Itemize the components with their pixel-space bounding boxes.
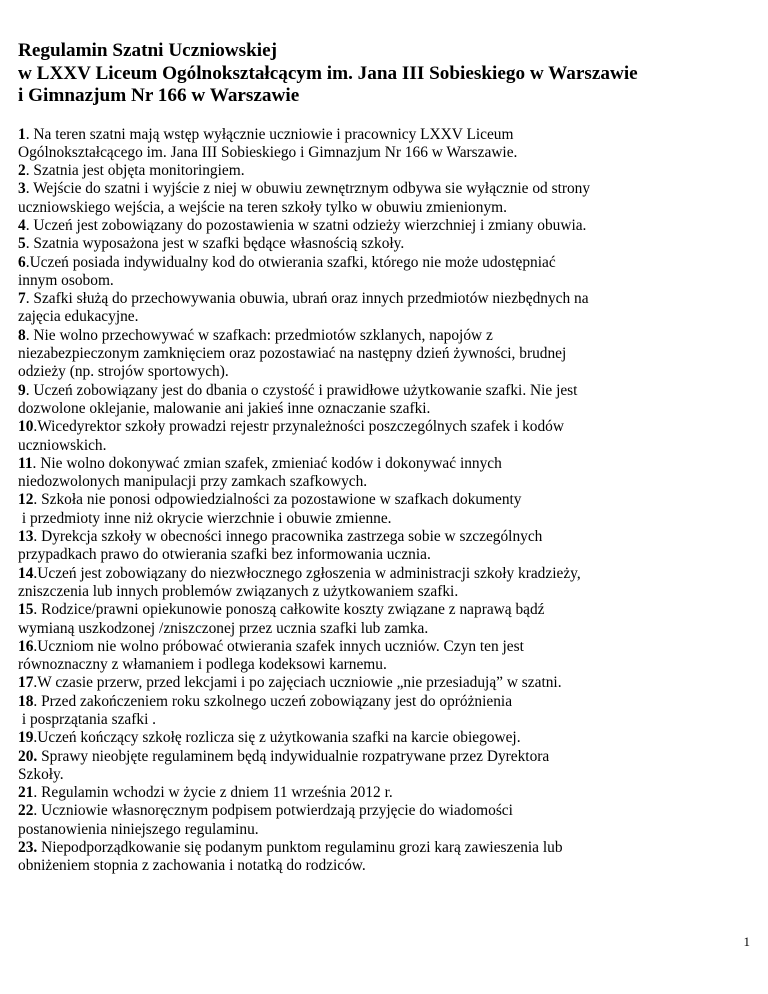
rule-text: W czasie przerw, przed lekcjami i po zajęciach uczniowie „nie przesiadują” w szatni. <box>37 674 562 692</box>
rule-text: zniszczenia lub innych problemów związanych z użytkowaniem szafki. <box>18 582 459 600</box>
rule-line <box>18 217 753 235</box>
rule-number: 1 <box>18 125 26 143</box>
rule-line <box>18 601 753 619</box>
rule-text: niezabezpieczonym zamknięciem oraz pozostawiać na następny dzień żywności, brudnej <box>18 345 567 363</box>
rule-separator: . <box>25 253 30 271</box>
rule-item <box>18 729 753 747</box>
rule-text: równoznaczny z włamaniem i podlega kodeksowi karnemu. <box>18 656 387 674</box>
rule-text: Szkoła nie ponosi odpowiedzialności za pozostawione w szafkach dokumenty <box>41 491 522 509</box>
rule-line <box>18 308 753 326</box>
rule-line <box>18 327 753 345</box>
rule-item <box>18 528 753 565</box>
rule-number: 23. <box>18 839 38 857</box>
rule-item <box>18 802 753 839</box>
rule-line <box>18 162 753 180</box>
title-line: w LXXV Liceum Ogólnokształcącym im. Jana III Sobieskiego w Warszawie <box>18 62 638 84</box>
rule-text: zajęcia edukacyjne. <box>18 308 139 326</box>
rule-line <box>18 620 753 638</box>
rule-text: Wejście do szatni i wyjście z niej w obuwiu zewnętrznym odbywa sie wyłącznie od strony <box>33 180 591 198</box>
rule-separator: . <box>25 216 34 234</box>
rule-item <box>18 235 753 253</box>
rule-line <box>18 437 753 455</box>
rule-line <box>18 802 753 820</box>
rule-number: 20. <box>18 747 38 765</box>
rule-number: 4 <box>18 216 26 234</box>
rule-separator: . <box>25 180 34 198</box>
rule-line <box>18 363 753 381</box>
rule-separator: . <box>33 674 38 692</box>
rule-text: przypadkach prawo do otwierania szafki bez informowania ucznia. <box>18 546 431 564</box>
rule-separator: . <box>25 326 34 344</box>
rule-number: 12 <box>18 491 34 509</box>
rule-number: 3 <box>18 180 26 198</box>
rule-separator: . <box>33 729 38 747</box>
rule-text: odzieży (np. strojów sportowych). <box>18 363 229 381</box>
rule-line <box>18 674 753 692</box>
rule-item <box>18 290 753 327</box>
rule-separator: . <box>25 235 34 253</box>
rule-item <box>18 565 753 602</box>
rule-text: obniżeniem stopnia z zachowania i notatką do rodziców. <box>18 857 366 875</box>
rule-separator: . <box>33 784 42 802</box>
rule-text: uczniowskiego wejścia, a wejście na teren szkoły tylko w obuwiu zmienionym. <box>18 198 507 216</box>
rule-item <box>18 217 753 235</box>
title-line: Regulamin Szatni Uczniowskiej <box>18 40 278 61</box>
rule-line <box>18 382 753 400</box>
rule-text: Na teren szatni mają wstęp wyłącznie uczniowie i pracownicy LXXV Liceum <box>33 125 514 143</box>
rule-text: Sprawy nieobjęte regulaminem będą indywidualnie rozpatrywane przez Dyrektora <box>41 747 550 765</box>
rule-line <box>18 729 753 747</box>
rule-number: 8 <box>18 326 26 344</box>
rule-line <box>18 784 753 802</box>
rule-line <box>18 199 753 217</box>
rule-line <box>18 126 753 144</box>
rule-item <box>18 491 753 528</box>
rule-line <box>18 546 753 564</box>
rule-text: Przed zakończeniem roku szkolnego uczeń zobowiązany jest do opróżnienia <box>41 692 513 710</box>
rule-item <box>18 254 753 291</box>
rule-item <box>18 126 753 163</box>
rule-line <box>18 144 753 162</box>
rule-text: Uczniowie własnoręcznym podpisem potwierdzają przyjęcie do wiadomości <box>41 802 513 820</box>
rule-number: 7 <box>18 290 26 308</box>
rule-number: 17 <box>18 674 34 692</box>
rule-text: Szkoły. <box>18 765 64 783</box>
rule-number: 10 <box>18 418 34 436</box>
rule-separator: . <box>33 601 42 619</box>
rule-line <box>18 272 753 290</box>
rule-text: Uczeń kończący szkołę rozlicza się z użytkowania szafki na karcie obiegowej. <box>37 729 521 747</box>
rule-text: Ogólnokształcącego im. Jana III Sobieskiego i Gimnazjum Nr 166 w Warszawie. <box>18 143 518 161</box>
rule-text: niedozwolonych manipulacji przy zamkach szafkowych. <box>18 473 368 491</box>
rule-line <box>18 491 753 509</box>
rule-line <box>18 638 753 656</box>
document-title <box>18 40 753 108</box>
rule-line <box>18 528 753 546</box>
rule-text: Uczeń jest zobowiązany do niezwłocznego zgłoszenia w administracji szkoły kradzieży, <box>37 564 581 582</box>
rule-number: 16 <box>18 637 34 655</box>
rule-item <box>18 601 753 638</box>
rule-line <box>18 748 753 766</box>
rule-text: postanowienia niniejszego regulaminu. <box>18 820 259 838</box>
rule-number: 2 <box>18 162 26 180</box>
document-page <box>18 40 753 876</box>
rule-line <box>18 235 753 253</box>
rule-line <box>18 711 753 729</box>
rule-number: 19 <box>18 729 34 747</box>
rule-separator: . <box>33 491 42 509</box>
rule-separator: . <box>25 290 34 308</box>
rule-separator: . <box>33 692 42 710</box>
rule-item <box>18 748 753 785</box>
rule-text: i posprzątania szafki . <box>18 711 157 728</box>
rule-text: Nie wolno przechowywać w szafkach: przedmiotów szklanych, napojów z <box>33 326 493 344</box>
rule-text: Uczniom nie wolno próbować otwierania szafek innych uczniów. Czyn ten jest <box>37 637 524 655</box>
rule-text: Nie wolno dokonywać zmian szafek, zmieniać kodów i dokonywać innych <box>40 454 502 472</box>
rule-text: Uczeń zobowiązany jest do dbania o czystość i prawidłowe użytkowanie szafki. Nie jest <box>33 381 578 399</box>
rule-item <box>18 382 753 419</box>
rule-number: 5 <box>18 235 26 253</box>
rule-item <box>18 839 753 876</box>
rule-number: 14 <box>18 564 34 582</box>
rule-line <box>18 510 753 528</box>
rule-number: 15 <box>18 601 34 619</box>
rule-text: innym osobom. <box>18 271 114 289</box>
rule-separator: . <box>25 162 34 180</box>
rule-text: wymianą uszkodzonej /zniszczonej przez ucznia szafki lub zamka. <box>18 619 429 637</box>
rule-item <box>18 784 753 802</box>
rule-separator: . <box>33 802 42 820</box>
rule-text: Uczeń posiada indywidualny kod do otwierania szafki, którego nie może udostępniać <box>29 253 556 271</box>
rule-line <box>18 565 753 583</box>
rule-line <box>18 839 753 857</box>
rule-text: uczniowskich. <box>18 436 107 454</box>
rule-line <box>18 656 753 674</box>
rule-number: 13 <box>18 528 34 546</box>
rule-item <box>18 693 753 730</box>
rule-text: Uczeń jest zobowiązany do pozostawienia w szatni odzieży wierzchniej i zmiany obuwia. <box>33 216 587 234</box>
rule-number: 11 <box>18 454 33 472</box>
rule-line <box>18 455 753 473</box>
rules-list <box>18 126 753 876</box>
rule-text: Wicedyrektor szkoły prowadzi rejestr przynależności poszczególnych szafek i kodów <box>37 418 564 436</box>
rule-item <box>18 674 753 692</box>
rule-text: Regulamin wchodzi w życie z dniem 11 września 2012 r. <box>41 784 393 802</box>
rule-number: 18 <box>18 692 34 710</box>
page-number: 1 <box>743 934 750 949</box>
rule-number: 21 <box>18 784 34 802</box>
rule-text: Rodzice/prawni opiekunowie ponoszą całkowite koszty związane z naprawą bądź <box>41 601 545 619</box>
rule-line <box>18 180 753 198</box>
rule-line <box>18 290 753 308</box>
rule-line <box>18 345 753 363</box>
rule-item <box>18 638 753 675</box>
rule-separator: . <box>33 637 38 655</box>
rule-text: i przedmioty inne niż okrycie wierzchnie i obuwie zmienne. <box>18 509 392 527</box>
rule-number: 22 <box>18 802 34 820</box>
rule-line <box>18 254 753 272</box>
rule-separator: . <box>33 564 38 582</box>
rule-text: Niepodporządkowanie się podanym punktom regulaminu grozi karą zawieszenia lub <box>41 839 563 857</box>
rule-number: 9 <box>18 381 26 399</box>
rule-separator: . <box>33 418 38 436</box>
rule-number: 6 <box>18 253 26 271</box>
rule-separator: . <box>25 125 34 143</box>
rule-separator: . <box>33 528 42 546</box>
rule-line <box>18 400 753 418</box>
rule-item <box>18 455 753 492</box>
rule-text: Dyrekcja szkoły w obecności innego pracownika zastrzega sobie w szczególnych <box>41 528 543 546</box>
rule-line <box>18 583 753 601</box>
rule-text: Szatnia jest objęta monitoringiem. <box>33 162 245 180</box>
rule-item <box>18 180 753 217</box>
rule-separator: . <box>32 454 41 472</box>
rule-item <box>18 162 753 180</box>
rule-line <box>18 821 753 839</box>
rule-text: Szafki służą do przechowywania obuwia, ubrań oraz innych przedmiotów niezbędnych na <box>33 290 589 308</box>
rule-line <box>18 473 753 491</box>
rule-line <box>18 766 753 784</box>
rule-line <box>18 693 753 711</box>
rule-separator: . <box>25 381 34 399</box>
rule-line <box>18 857 753 875</box>
rule-text: dozwolone oklejanie, malowanie ani jakieś inne oznaczanie szafki. <box>18 399 431 417</box>
rule-line <box>18 418 753 436</box>
rule-item <box>18 327 753 382</box>
rule-text: Szatnia wyposażona jest w szafki będące własnością szkoły. <box>33 235 405 253</box>
rule-item <box>18 418 753 455</box>
title-line: i Gimnazjum Nr 166 w Warszawie <box>18 85 300 106</box>
